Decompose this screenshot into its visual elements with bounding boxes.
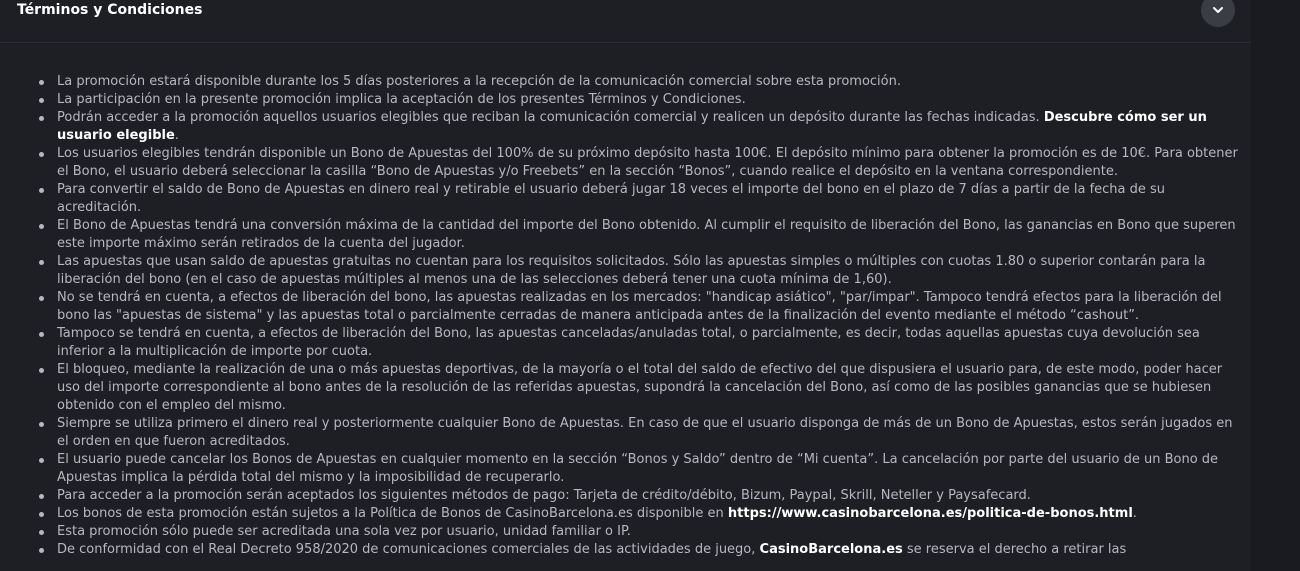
terms-item-text: Siempre se utiliza primero el dinero real y posteriormente cualquier Bono de Apuestas. En caso de que el usuario disponga de más de un Bono de Apuestas, estos serán jugados en el orden en que fueron acreditados. — [57, 416, 1233, 449]
terms-item — [57, 505, 1241, 523]
terms-item-text: Para acceder a la promoción serán aceptados los siguientes métodos de pago: Tarjeta de crédito/débito, Bizum, Paypal, Skrill, Neteller y Paysafecard. — [57, 488, 1031, 503]
terms-item-text: Esta promoción sólo puede ser acreditada una sola vez por usuario, unidad familiar o IP. — [57, 524, 631, 539]
terms-item — [57, 253, 1241, 289]
terms-item — [57, 91, 1241, 109]
page-gutter — [1251, 0, 1300, 571]
terms-item-link[interactable]: Descubre cómo ser un usuario elegible — [57, 110, 1207, 143]
terms-item-text: El usuario puede cancelar los Bonos de Apuestas en cualquier momento en la sección “Bonos y Saldo” dentro de “Mi cuenta”. La cancelación por parte del usuario de un Bono de Apuestas implica la pérdida total del mismo y la imposibilidad de recuperarlo. — [57, 452, 1219, 485]
terms-item-text: La promoción estará disponible durante los 5 días posteriores a la recepción de la comunicación comercial sobre esta promoción. — [57, 74, 901, 89]
terms-item-link[interactable]: CasinoBarcelona.es — [759, 542, 903, 557]
terms-item-text: El Bono de Apuestas tendrá una conversión máxima de la cantidad del importe del Bono obtenido. Al cumplir el requisito de liberación del Bono, las ganancias en Bono que superen este importe máximo serán retirados de la cuenta del jugador. — [57, 218, 1236, 251]
terms-item — [57, 361, 1241, 415]
terms-item — [57, 487, 1241, 505]
terms-item — [57, 181, 1241, 217]
terms-item-text: No se tendrá en cuenta, a efectos de liberación del bono, las apuestas realizadas en los mercados: "handicap asiático", "par/impar". Tampoco tendrá efectos para la liberación del bono las "apuestas de sistema" y las apuestas total o parcialmente cerradas de manera anticipada antes de la finalización del evento mediante el método “cashout”. — [57, 290, 1222, 323]
terms-item-text: Las apuestas que usan saldo de apuestas gratuitas no cuentan para los requisitos solicitados. Sólo las apuestas simples o múltiples con cuotas 1.80 o superior contarán para la liberación del bono (en el caso de apuestas múltiples al menos una de las selecciones deberá tener una cuota mínima de 1,60). — [57, 254, 1206, 287]
terms-item — [57, 109, 1241, 145]
terms-item-text: Tampoco se tendrá en cuenta, a efectos de liberación del Bono, las apuestas canceladas/anuladas total, o parcialmente, es decir, todas aquellas apuestas cuya devolución sea inferior a la multiplicación de importe por cuota. — [57, 326, 1200, 359]
terms-item — [57, 73, 1241, 91]
terms-item-text: Los bonos de esta promoción están sujetos a la Política de Bonos de CasinoBarcelona.es disponible en — [57, 506, 728, 521]
terms-item — [57, 541, 1241, 559]
terms-content — [57, 73, 1241, 559]
terms-item — [57, 415, 1241, 451]
section-title: Términos y Condiciones — [17, 2, 203, 18]
terms-item-text: Podrán acceder a la promoción aquellos usuarios elegibles que reciban la comunicación comercial y realicen un depósito durante las fechas indicadas. — [57, 110, 1044, 125]
terms-item-text: La participación en la presente promoción implica la aceptación de los presentes Términos y Condiciones. — [57, 92, 746, 107]
terms-item-link[interactable]: https://www.casinobarcelona.es/politica-de-bonos.html — [727, 506, 1133, 521]
terms-item — [57, 217, 1241, 253]
terms-header[interactable] — [0, 0, 1251, 43]
collapse-toggle-button[interactable] — [1201, 0, 1235, 27]
terms-item — [57, 325, 1241, 361]
terms-item-text: Los usuarios elegibles tendrán disponible un Bono de Apuestas del 100% de su próximo depósito hasta 100€. El depósito mínimo para obtener la promoción es de 10€. Para obtener el Bono, el usuario deberá seleccionar la casilla “Bono de Apuestas y/o Freebets” en la sección “Bonos”, cuando realice el depósito en la ventana correspondiente. — [57, 146, 1238, 179]
chevron-down-icon — [1211, 3, 1225, 17]
terms-item-text: Para convertir el saldo de Bono de Apuestas en dinero real y retirable el usuario deberá jugar 18 veces el importe del bono en el plazo de 7 días a partir de la fecha de su acreditación. — [57, 182, 1166, 215]
terms-item-text: De conformidad con el Real Decreto 958/2020 de comunicaciones comerciales de las actividades de juego, — [57, 542, 760, 557]
terms-item — [57, 451, 1241, 487]
terms-item-text-after: se reserva el derecho a retirar las — [902, 542, 1127, 557]
terms-item-text-after: . — [1132, 506, 1137, 521]
terms-item — [57, 523, 1241, 541]
terms-list — [57, 73, 1241, 559]
terms-item-text: El bloqueo, mediante la realización de una o más apuestas deportivas, de la mayoría o el total del saldo de efectivo del que dispusiera el usuario para, de este modo, poder hacer uso del importe correspondiente al bono antes de la resolución de las referidas apuestas, supondrá la cancelación del Bono, así como de las posibles ganancias que se hubiesen obtenido con el empleo del mismo. — [57, 362, 1223, 413]
terms-item — [57, 145, 1241, 181]
terms-item-text-after: . — [174, 128, 179, 143]
terms-item — [57, 289, 1241, 325]
